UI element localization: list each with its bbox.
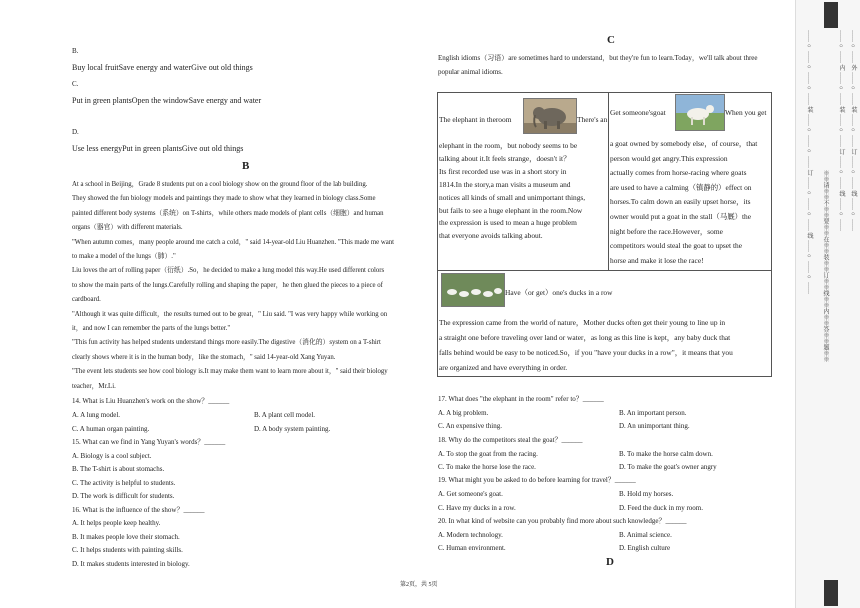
cell-line: person would get angry.This expression — [610, 153, 728, 163]
option-b-text: Buy local fruitSave energy and waterGive out old things — [72, 63, 253, 72]
passage-line: They showed the fun biology models and paintings they made to show what they learned in biology class.Some — [72, 195, 376, 203]
binding-dots-outside: …… ○ …… 外 …… ○ …… 装 …… ○ …… 订 …… ○ …… 线 …… ○ …… — [850, 30, 856, 231]
q20-option-c[interactable]: C. Human environment. — [438, 544, 506, 552]
goat-image — [675, 94, 725, 131]
elephant-text — [439, 140, 607, 243]
question-18: 18. Why do the competitors steal the goat？______ — [438, 436, 583, 444]
cell-divider — [608, 93, 609, 270]
q20-option-d[interactable]: D. English culture — [619, 544, 671, 552]
q19-option-c[interactable]: C. Have my ducks in a row. — [438, 504, 516, 512]
cell-line: competitors would steal the goat to upset the — [610, 241, 742, 251]
ducks-icon — [442, 274, 504, 306]
cell-line: falls behind would be easy to be noticed.So，if you "have your ducks in a row"，it means that you — [439, 348, 733, 357]
passage-line: Liu loves the art of rolling paper（衍纸）.So，he decided to make a lung model this way.He used different colors — [72, 267, 385, 275]
q18-option-b[interactable]: B. To make the horse calm down. — [619, 450, 713, 458]
q16-option-b[interactable]: B. It makes people love their stomach. — [72, 533, 180, 541]
binding-dots-outer: …… ○ …… ○ …… ○ …… 装 …… ○ …… ○ …… 订 …… ○ …… ○ …… 线 …… ○ …… ○ …… — [806, 30, 812, 294]
binding-block-top — [824, 2, 838, 28]
option-c-text: Put in green plantsOpen the windowSave energy and water — [72, 96, 262, 105]
passage-b — [72, 178, 427, 394]
section-b-heading: B — [242, 160, 250, 172]
passage-line: painted different body systems（系统）on T-shirts，while others made models of plant cells（细胞）and human — [72, 209, 384, 217]
option-d-label: D. — [72, 128, 79, 136]
cell-line: a goat owned by somebody else，of course，that — [610, 139, 758, 148]
q14-option-b[interactable]: B. A plant cell model. — [254, 411, 316, 419]
question-16: 16. What is the influence of the show？______ — [72, 506, 205, 514]
passage-line: At a school in Beijing，Grade 8 students put on a cool biology show on the ground floor of the lab building. — [72, 181, 368, 188]
passage-line: "The event lets students see how cool biology is.It may make them want to learn more about it，" said their biology — [72, 368, 388, 376]
q17-option-a[interactable]: A. A big problem. — [438, 409, 489, 417]
cell-line: are organized and have everything in order. — [439, 363, 568, 372]
q15-option-b[interactable]: B. The T-shirt is about stomachs. — [72, 465, 165, 473]
elephant-title: The elephant in theroom — [439, 115, 512, 124]
section-c-heading: C — [607, 34, 615, 46]
binding-block-bottom — [824, 580, 838, 606]
q17-option-b[interactable]: B. An important person. — [619, 409, 687, 417]
q17-option-c[interactable]: C. An expensive thing. — [438, 422, 502, 430]
question-14: 14. What is Liu Huanzhen's work on the show？______ — [72, 397, 230, 405]
intro-line-2: popular animal idioms. — [438, 68, 503, 76]
question-20: 20. In what kind of website can you probably find more about such knowledge？______ — [438, 517, 687, 525]
ducks-title: Have（or get）one's ducks in a row — [505, 288, 613, 297]
passage-line: "When autumn comes，many people around me catch a cold，" said 14-year-old Liu Huanzhen. "This made me want — [72, 238, 395, 246]
q20-option-b[interactable]: B. Animal science. — [619, 531, 672, 539]
passage-line: it，and now I can remember the parts of the lungs better." — [72, 325, 231, 333]
q14-option-d[interactable]: D. A body system painting. — [254, 425, 331, 433]
q18-option-c[interactable]: C. To make the horse lose the race. — [438, 463, 536, 471]
cell-line: actually comes from horse-racing where goats — [610, 168, 747, 178]
question-15: 15. What can we find in Yang Yuyan's words？______ — [72, 438, 226, 446]
q19-option-a[interactable]: A. Get someone's goat. — [438, 490, 503, 498]
q16-option-c[interactable]: C. It helps students with painting skills. — [72, 546, 183, 554]
cell-line: night before the race.However，some — [610, 226, 723, 236]
goat-text — [610, 137, 770, 268]
q16-option-a[interactable]: A. It helps people keep healthy. — [72, 519, 161, 527]
passage-line: organs（器官）with different materials. — [72, 224, 183, 232]
q14-option-c[interactable]: C. A human organ painting. — [72, 425, 150, 433]
cell-line: Its first recorded use was in a short story in — [439, 166, 567, 176]
cell-line: but fails to see a huge elephant in the room.Now — [439, 205, 583, 215]
goat-title-cont: When you get — [725, 108, 767, 117]
q17-option-d[interactable]: D. An unimportant thing. — [619, 422, 690, 430]
passage-line: "Although it was quite difficult，the results turned out to be great，" Liu said. "I was very happy while working on — [72, 310, 388, 318]
binding-margin — [795, 0, 860, 608]
cell-line: horses.To calm down an easily upset horse，its — [610, 197, 751, 207]
option-d-text: Use less energyPut in green plantsGive out old things — [72, 144, 244, 153]
goat-icon — [676, 95, 724, 130]
cell-line: a straight one before traveling over land or water，as long as this line is kept，any baby duck that — [439, 333, 731, 342]
cell-line: owner would put a goat in the stall（马厩）the — [610, 211, 752, 221]
cell-line: the expression is used to mean a huge problem — [439, 218, 577, 228]
passage-line: to make a model of the lungs（肺）." — [72, 253, 176, 261]
section-d-heading: D — [606, 556, 614, 568]
ducks-image — [441, 273, 505, 307]
q19-option-b[interactable]: B. Hold my horses. — [619, 490, 674, 498]
question-17: 17. What does "the elephant in the room" refer to？______ — [438, 395, 604, 403]
cell-line: The expression came from the world of nature，Mother ducks often get their young to line up in — [439, 318, 726, 327]
binding-warning: ※※请※※不※※要※※在※※装※※订※※线※※内※※答※※题※※ — [822, 170, 828, 362]
passage-line: clearly shows where it is in the human body，like the stomach，" said 14-year-old Xang Yuyan. — [72, 353, 336, 361]
cell-line: elephant in the room，but nobody seems to be — [439, 141, 578, 150]
elephant-title-cont: There's an — [577, 115, 608, 124]
option-c-label: C. — [72, 80, 79, 88]
option-b-label: B. — [72, 47, 79, 55]
q14-option-a[interactable]: A. A lung model. — [72, 411, 121, 419]
passage-line: to show the main parts of the lungs.Carefully rolling and shaping the paper，he then glued the pieces to a piece of — [72, 281, 383, 289]
q16-option-d[interactable]: D. It makes students interested in biology. — [72, 560, 190, 568]
q18-option-a[interactable]: A. To stop the goat from the racing. — [438, 450, 538, 458]
q19-option-d[interactable]: D. Feed the duck in my room. — [619, 504, 703, 512]
q15-option-d[interactable]: D. The work is difficult for students. — [72, 492, 175, 500]
ducks-text — [439, 315, 769, 375]
cell-line: 1814.In the story,a man visits a museum and — [439, 179, 571, 189]
binding-dots-inner: …… ○ …… 内 …… ○ …… 装 …… ○ …… 订 …… ○ …… 线 …… ○ …… — [838, 30, 844, 231]
cell-line: horse and make it lose the race! — [610, 255, 704, 265]
q20-option-a[interactable]: A. Modern technology. — [438, 531, 503, 539]
passage-line: cardboard. — [72, 296, 101, 304]
row-divider — [438, 270, 771, 271]
q15-option-a[interactable]: A. Biology is a cool subject. — [72, 452, 152, 460]
question-19: 19. What might you be asked to do before learning for travel？______ — [438, 476, 636, 484]
cell-line: that everyone avoids talking about. — [439, 231, 543, 241]
q18-option-d[interactable]: D. To make the goat's owner angry — [619, 463, 717, 471]
cell-line: are used to have a calming（镇静的）effect on — [610, 182, 752, 192]
q15-option-c[interactable]: C. The activity is helpful to students. — [72, 479, 176, 487]
goat-title: Get someone'sgoat — [610, 108, 666, 117]
idiom-table — [437, 92, 772, 377]
cell-line: talking about it.It feels strange，doesn't it？ — [439, 153, 571, 163]
cell-line: notices all kinds of small and unimportant things, — [439, 192, 586, 202]
elephant-image — [523, 98, 577, 134]
passage-line: teacher，Mr.Li. — [72, 382, 116, 390]
intro-line-1: English idioms（习语）are sometimes hard to understand，but they're fun to learn.Today，we'll talk about three — [438, 54, 758, 62]
page-footer: 第2页，共 5页 — [400, 582, 438, 588]
elephant-icon — [524, 99, 576, 133]
passage-line: "This fun activity has helped students understand things more easily.The digestive（消化的）system on a T-shirt — [72, 339, 381, 347]
